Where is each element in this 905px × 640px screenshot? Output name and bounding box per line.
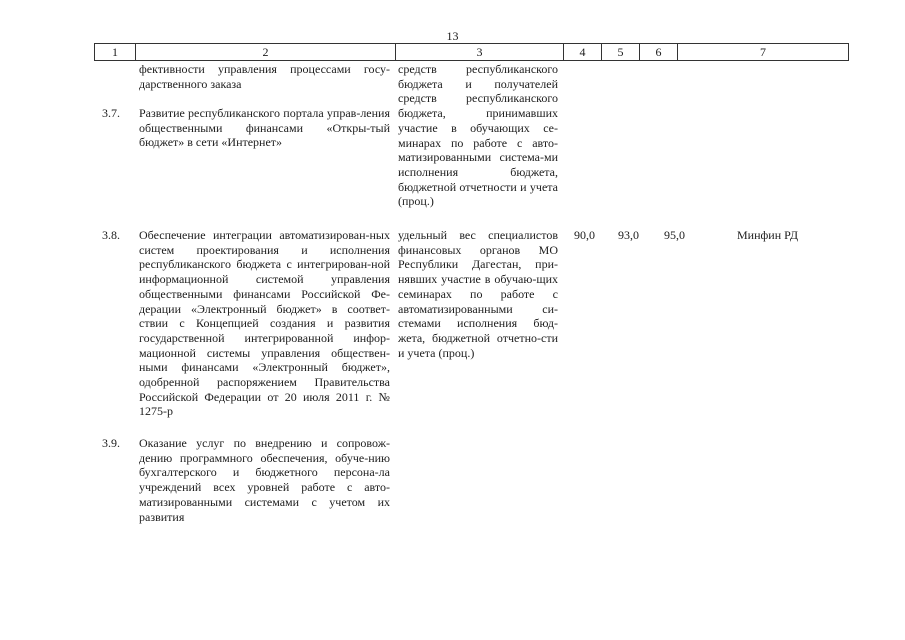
header-col-6: 6 [640, 44, 678, 60]
header-col-7: 7 [678, 44, 849, 60]
table-header-row [94, 43, 849, 61]
row-value-col-5: 93,0 [618, 228, 639, 242]
row-value-col-4: 90,0 [574, 228, 595, 242]
header-col-4: 4 [564, 44, 602, 60]
continuation-indicator: средств республиканского бюджета и получателей средств республиканского бюджета, принимавших участие в обучающих се-минарах по работе с авто-матизированными система-ми исполнения бюджета, бюджетной отчетности и учета (проц.) [398, 62, 558, 209]
row-number: 3.8. [102, 228, 120, 242]
page-number: 13 [446, 29, 459, 43]
header-col-3: 3 [396, 44, 564, 60]
row-indicator: удельный вес специалистов финансовых органов МО Республики Дагестан, при-нявших участие в обучаю-щих семинарах по работе с автоматизированными си-стемами исполнения бюд-жета, бюджетной отчетно-сти и учета (проц.) [398, 228, 558, 360]
row-name: Обеспечение интеграции автоматизирован-ных систем проектирования и исполнения республиканского бюджета с интегрирован-ной информационной системой управления общественными финансами Российской Фе-дерации «Электронный бюджет» в соответ-ствии с Концепцией создания и развития государственной интегрированной инфор-мационной системы управления обществен-ными финансами «Электронный бюджет», одобренной распоряжением Правительства Российской Федерации от 20 июля 2011 г. № 1275-р [139, 228, 390, 419]
row-number: 3.7. [102, 106, 120, 120]
header-col-5: 5 [602, 44, 640, 60]
header-col-2: 2 [136, 44, 396, 60]
row-name: Развитие республиканского портала управ-ления общественными финансами «Откры-тый бюджет» в сети «Интернет» [139, 106, 390, 150]
header-col-1: 1 [94, 44, 136, 60]
row-number: 3.9. [102, 436, 120, 450]
row-value-col-6: 95,0 [664, 228, 685, 242]
continuation-name: фективности управления процессами госу-дарственного заказа [139, 62, 390, 91]
row-executor: Минфин РД [737, 228, 799, 242]
row-name: Оказание услуг по внедрению и сопровож-дению программного обеспечения, обуче-нию бухгалтерского и бюджетного персона-ла учреждений всех уровней работе с авто-матизированными системами с учетом их развития [139, 436, 390, 524]
